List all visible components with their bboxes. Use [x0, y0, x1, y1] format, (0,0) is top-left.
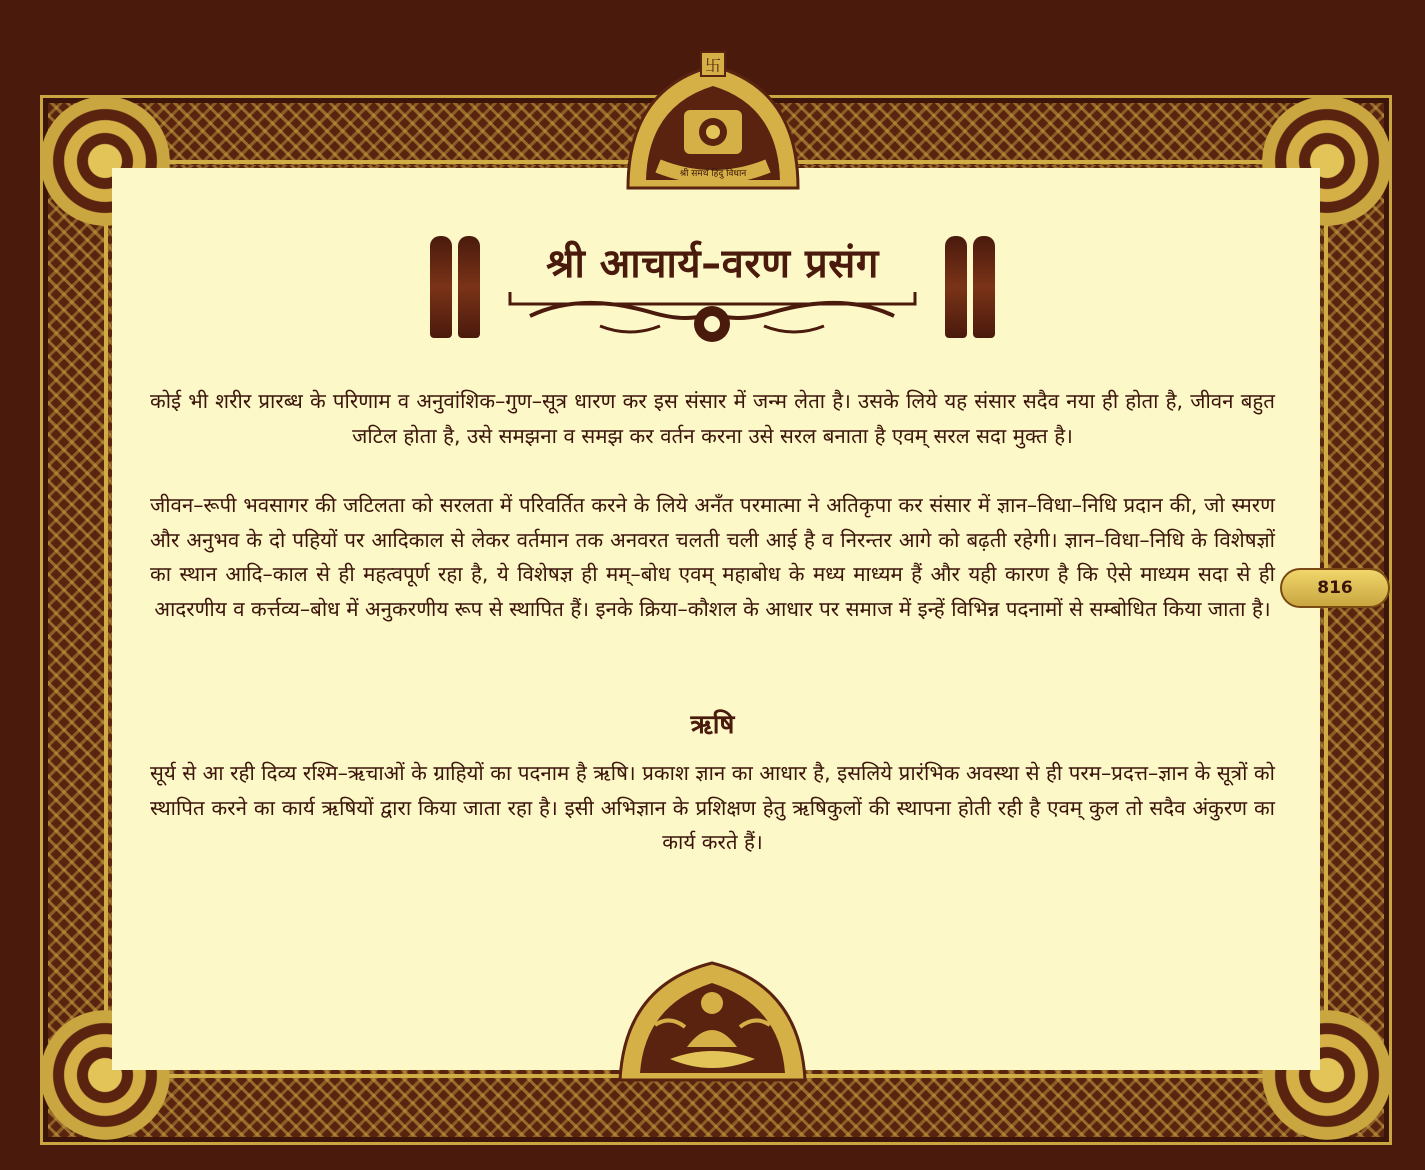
title-block [420, 230, 1005, 350]
page-title: श्री आचार्य–वरण प्रसंग [546, 241, 879, 287]
body-paragraph: जीवन–रूपी भवसागर की जटिलता को सरलता में परिवर्तित करने के लिये अनँत परमात्मा ने अतिकृपा कर संसार में ज्ञान–विधा–निधि प्रदान की, जो स्मरण और अनुभव के दो पहियों पर आदिकाल से लेकर वर्तमान तक अनवरत चलती चली आई है व निरन्तर आगे को बढ़ती रहेगी। ज्ञान–विधा–निधि के विशेषज्ञों का स्थान आदि–काल से ही महत्वपूर्ण रहा है, ये विशेषज्ञ ही मम्–बोध एवम् महाबोध के मध्य माध्यम हैं और यही कारण है कि ऐसे माध्यम सदा से ही आदरणीय व कर्त्तव्य–बोध में अनुकरणीय रूप से स्थापित हैं। इनके क्रिया–कौशल के आधार पर समाज में इन्हें विभिन्न पदनामों से सम्बोधित किया जाता है। [150, 493, 1275, 621]
section-paragraph: सूर्य से आ रही दिव्य रश्मि–ऋचाओं के ग्राहियों का पदनाम है ऋषि। प्रकाश ज्ञान का आधार है, इसलिये प्रारंभिक अवस्था से ही परम–प्रदत्त–ज्ञान के सूत्रों को स्थापित करने का कार्य ऋषियों द्वारा किया जाता रहा है। इसी अभिज्ञान के प्रशिक्षण हेतु ऋषिकुलों की स्थापना होती रही है एवम् कुल तो सदैव अंकुरण का कार्य करते हैं। [150, 761, 1275, 854]
section-heading: ऋषि [690, 710, 735, 740]
lotus-deity-emblem-icon [615, 955, 810, 1085]
intro-paragraph: कोई भी शरीर प्रारब्ध के परिणाम व अनुवांशिक–गुण–सूत्र धारण कर इस संसार में जन्म लेता है। उसके लिये यह संसार सदैव नया ही होता है, जीवन बहुत जटिल होता है, उसे समझना व समझ कर वर्तन करना उसे सरल बनाता है एवम् सरल सदा मुक्त है। [150, 389, 1275, 448]
title-flourish-icon [500, 282, 925, 352]
crest-emblem-icon [618, 48, 808, 198]
svg-text:卐: 卐 [704, 56, 722, 75]
svg-text:श्री समर्थ हिंदु विधान: श्री समर्थ हिंदु विधान [679, 169, 747, 179]
page-number-badge: 816 [1280, 568, 1390, 608]
